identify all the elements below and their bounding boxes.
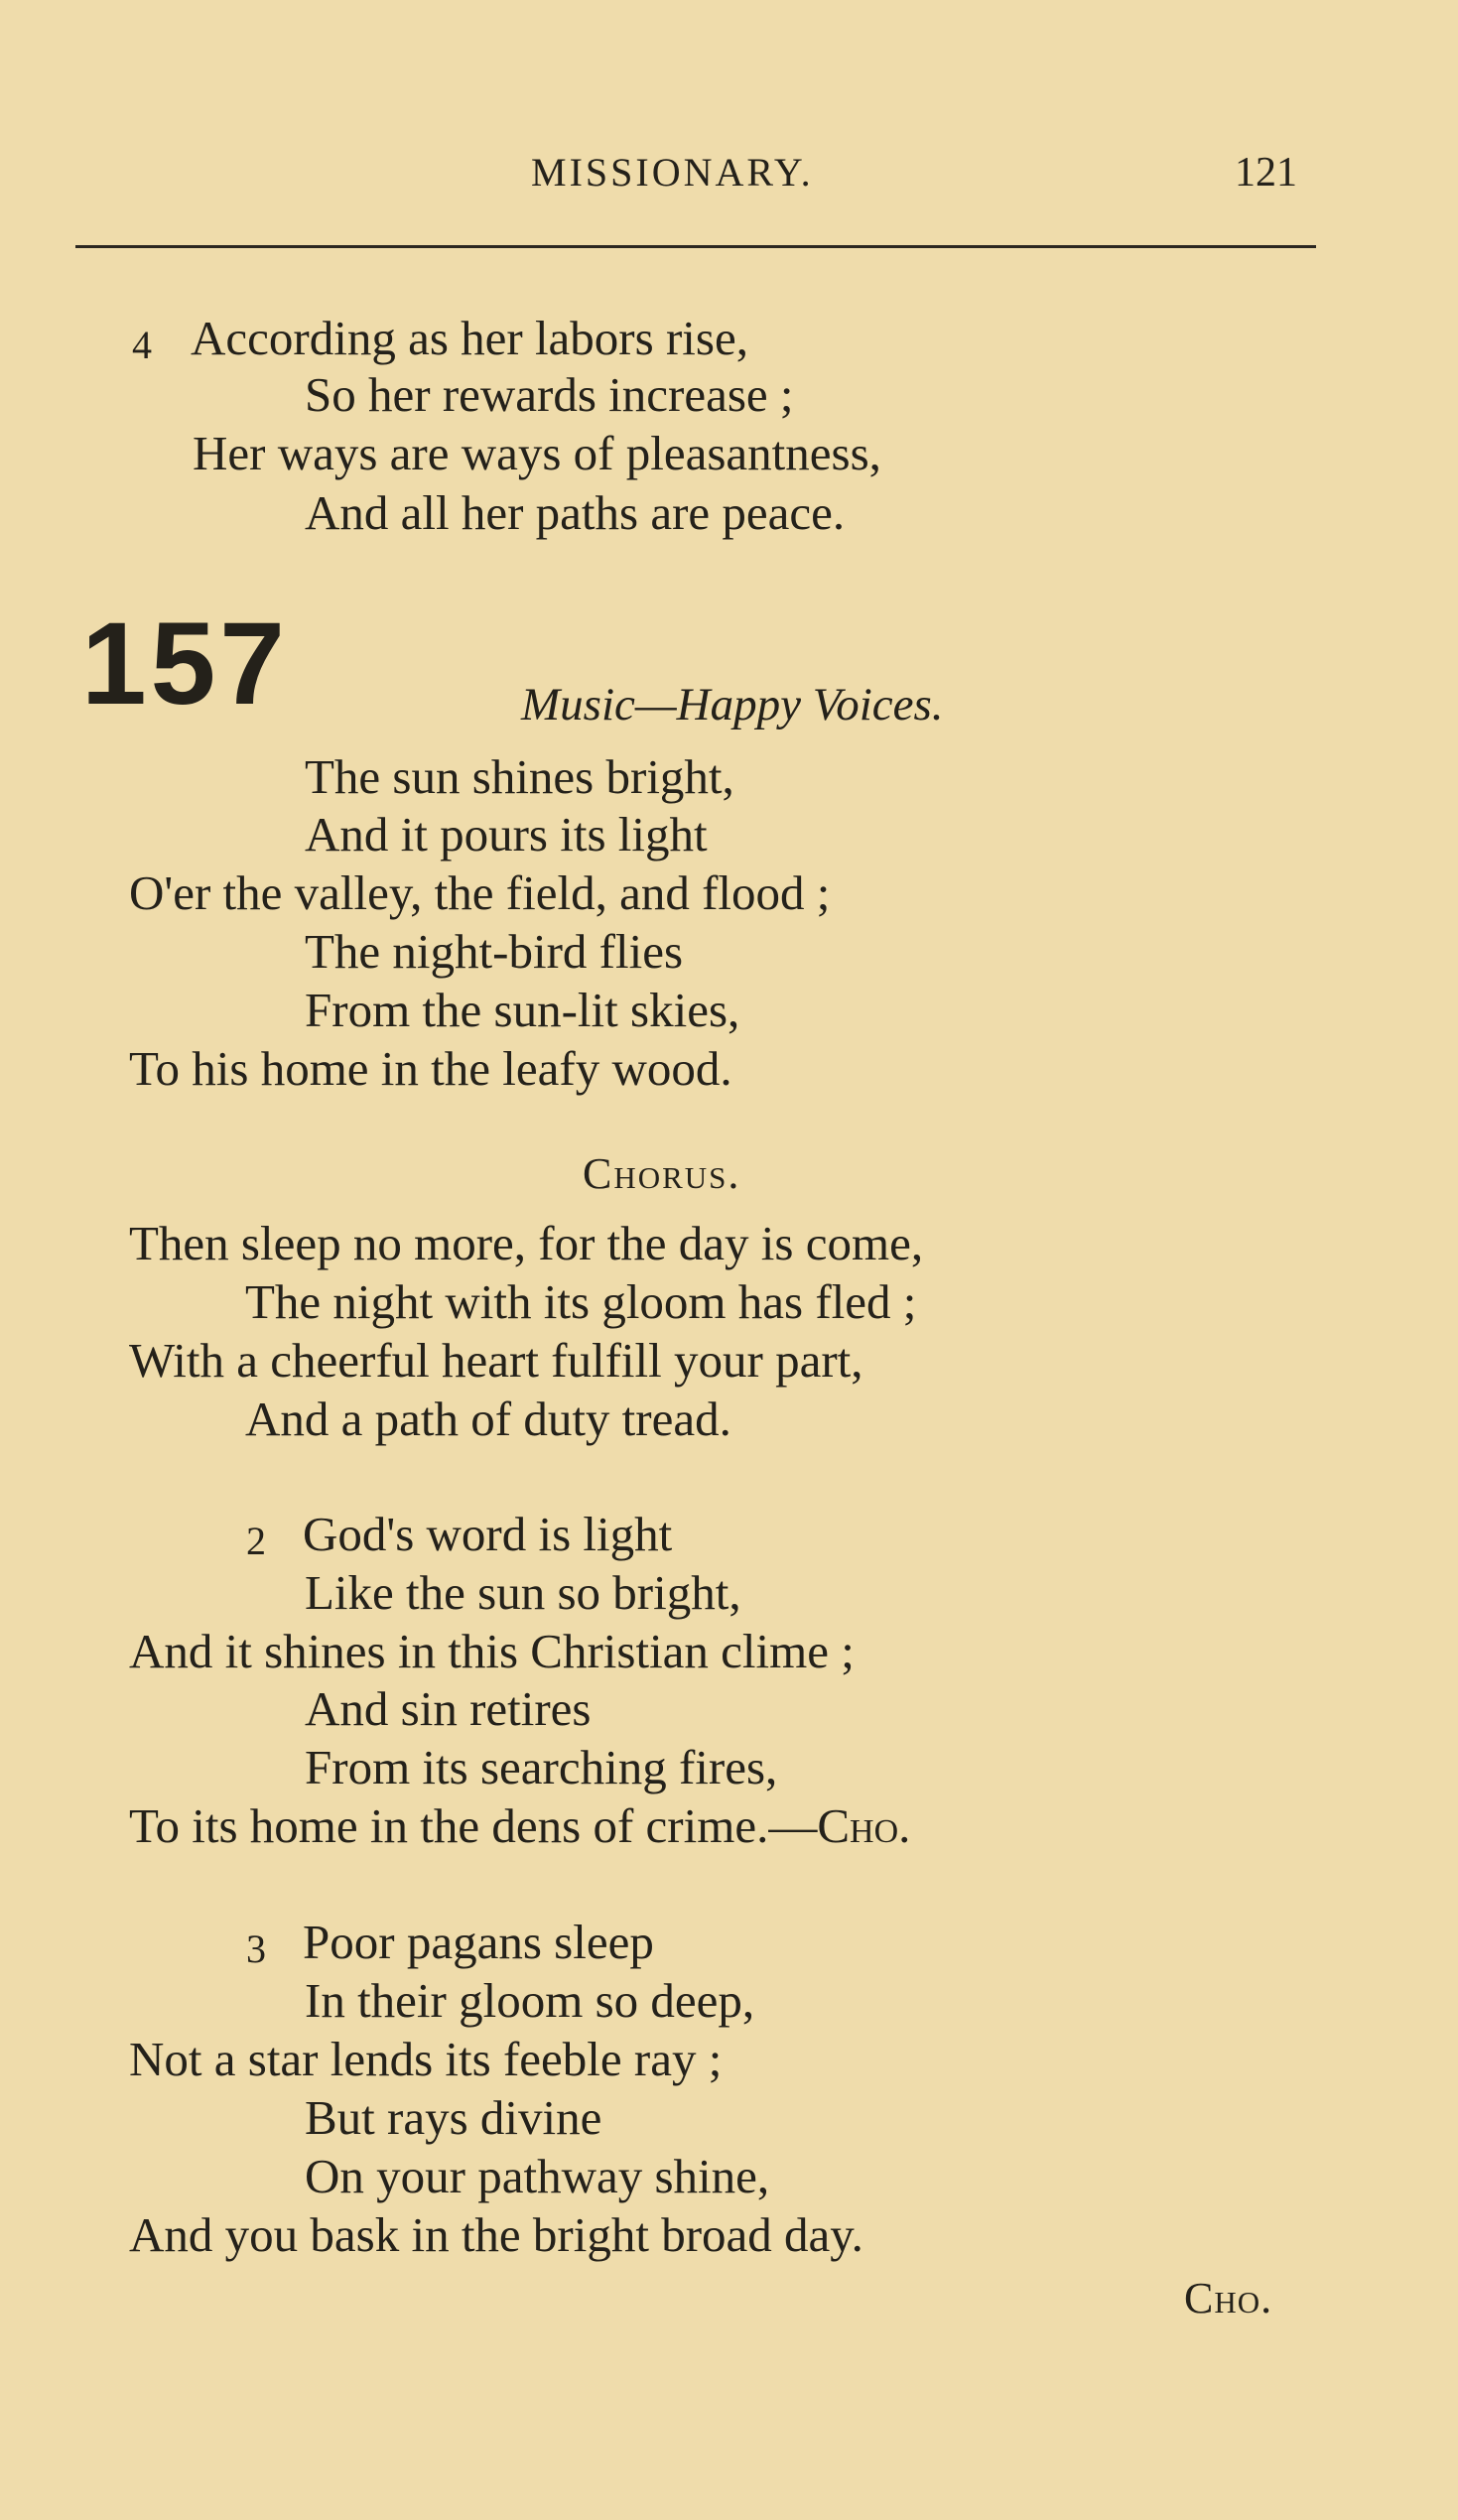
chorus-line: With a cheerful heart fulfill your part,	[129, 1333, 863, 1388]
verse-line: From the sun-lit skies,	[305, 983, 740, 1037]
verse-line: Not a star lends its feeble ray ;	[129, 2032, 723, 2086]
verse-line: And you bask in the bright broad day.	[129, 2207, 863, 2262]
verse-line: So her rewards increase ;	[305, 367, 794, 422]
verse-line: Like the sun so bright,	[305, 1565, 741, 1620]
verse-line: And sin retires	[305, 1681, 592, 1736]
page-number: 121	[1235, 150, 1297, 196]
verse-number-2: 2	[246, 1519, 266, 1563]
chorus-cue: Cho.	[817, 1798, 911, 1853]
chorus-line: The night with its gloom has fled ;	[245, 1274, 917, 1329]
chorus-heading: Chorus.	[583, 1149, 741, 1198]
verse-line	[129, 1798, 911, 1853]
chorus-line: And a path of duty tread.	[245, 1392, 731, 1446]
verse-line: In their gloom so deep,	[305, 1973, 755, 2028]
verse-line: According as her labors rise,	[191, 311, 748, 365]
header-rule	[75, 245, 1316, 248]
verse-line: On your pathway shine,	[305, 2149, 770, 2203]
verse-line: But rays divine	[305, 2090, 602, 2145]
verse-line: And it shines in this Christian clime ;	[129, 1624, 855, 1678]
music-tune: Music—Happy Voices.	[521, 679, 944, 730]
running-header-title: MISSIONARY.	[531, 150, 814, 195]
verse-number-4: 4	[132, 323, 152, 367]
verse-line: O'er the valley, the field, and flood ;	[129, 865, 831, 920]
verse-line: From its searching fires,	[305, 1740, 778, 1794]
verse-line: Her ways are ways of pleasantness,	[193, 426, 881, 480]
hymn-number: 157	[81, 598, 289, 729]
verse-line: Poor pagans sleep	[303, 1915, 654, 1969]
verse-line: God's word is light	[303, 1507, 673, 1561]
verse-number-3: 3	[246, 1926, 266, 1971]
verse-line: The night-bird flies	[305, 924, 684, 979]
verse-line: And it pours its light	[305, 807, 708, 862]
verse-line: The sun shines bright,	[305, 749, 734, 804]
chorus-line: Then sleep no more, for the day is come,	[129, 1216, 924, 1270]
chorus-cue: Cho.	[1184, 2274, 1273, 2322]
verse-line: And all her paths are peace.	[305, 485, 846, 540]
verse-line: To his home in the leafy wood.	[129, 1041, 732, 1096]
verse-line-text: To its home in the dens of crime.—	[129, 1798, 818, 1853]
